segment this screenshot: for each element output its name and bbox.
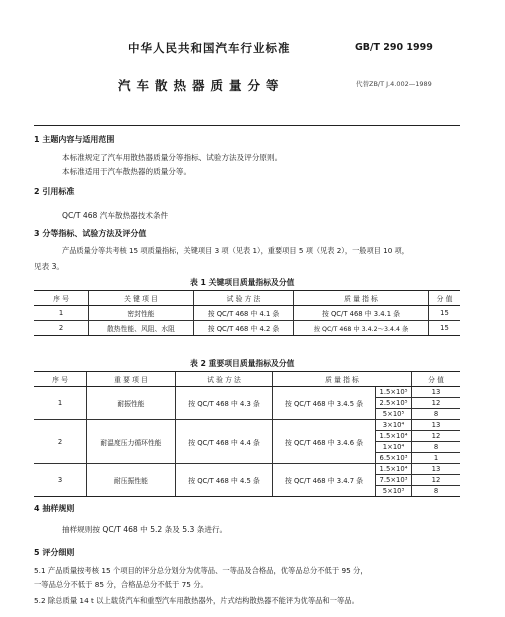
table-header-cell: 序 号 [34,291,89,306]
table-2 [34,371,460,497]
table-cell: 8 [412,486,461,497]
section-1-line-2: 本标准适用于汽车散热器的质量分等。 [62,167,192,176]
table-cell: 耐压振性能 [87,464,176,497]
table-cell: 1×10⁴ [376,442,412,453]
table-cell: 13 [412,464,461,475]
table-cell: 按 QC/T 468 中 4.5 条 [176,464,273,497]
section-5-line-3: 5.2 除总质量 14 t 以上载货汽车和重型汽车用散热器外，片式结构散热器不能评为优等品和一等品。 [34,596,359,605]
table-row [34,306,460,321]
table-row [34,464,460,475]
replaces-note: 代替ZB/T J.4.002—1989 [356,80,432,88]
table-cell: 密封性能 [89,306,194,321]
table-cell: 按 QC/T 468 中 4.1 条 [194,306,294,321]
table-cell: 3×10⁴ [376,420,412,431]
table-row [34,420,460,431]
table-cell: 2.5×10⁵ [376,398,412,409]
table-cell: 8 [412,442,461,453]
table-1-caption: 表 1 关键项目质量指标及分值 [190,278,295,287]
table-header-cell: 序 号 [34,372,87,387]
section-3-heading: 3 分等指标、试验方法及评分值 [34,229,147,238]
table-header-cell: 关 键 项 目 [89,291,194,306]
section-5-line-2: 一等品总分不低于 85 分，合格品总分不低于 75 分。 [34,580,208,589]
table-header-cell: 试 验 方 法 [176,372,273,387]
table-cell: 1.5×10⁵ [376,387,412,398]
table-cell: 1 [412,453,461,464]
table-cell: 2 [34,420,87,464]
section-2-line-1: QC/T 468 汽车散热器技术条件 [62,211,169,220]
table-cell: 耐振性能 [87,387,176,420]
section-4-heading: 4 抽样规则 [34,504,75,513]
table-cell: 按 QC/T 468 中 3.4.1 条 [294,306,429,321]
section-5-line-1: 5.1 产品质量按考核 15 个项目的评分总分划分为优等品、一等品及合格品，优等品总分不低于 95 分， [34,566,368,575]
table-header-cell: 质 量 指 标 [273,372,412,387]
section-5-heading: 5 评分细则 [34,548,75,557]
table-cell: 15 [429,306,461,321]
section-4-line-1: 抽样规则按 QC/T 468 中 5.2 条及 5.3 条进行。 [62,525,228,534]
section-1-line-1: 本标准规定了汽车用散热器质量分等指标、试验方法及评分原则。 [62,153,283,162]
table-cell: 15 [429,321,461,336]
table-header-cell: 分 值 [429,291,461,306]
table-cell: 13 [412,387,461,398]
section-3-line-2: 见表 3。 [34,262,65,271]
table-cell: 3 [34,464,87,497]
table-row [34,321,460,336]
table-cell: 耐温度压力循环性能 [87,420,176,464]
table-cell: 12 [412,431,461,442]
table-cell: 按 QC/T 468 中 4.3 条 [176,387,273,420]
table-2-caption: 表 2 重要项目质量指标及分值 [190,359,295,368]
table-cell: 按 QC/T 468 中 4.2 条 [194,321,294,336]
table-header-cell: 重 要 项 目 [87,372,176,387]
table-cell: 按 QC/T 468 中 4.4 条 [176,420,273,464]
table-cell: 按 QC/T 468 中 3.4.2～3.4.4 条 [294,321,429,336]
table-cell: 13 [412,420,461,431]
table-cell: 按 QC/T 468 中 3.4.5 条 [273,387,376,420]
table-row [34,387,460,398]
table-cell: 1 [34,306,89,321]
table-1 [34,290,460,336]
table-header-row [34,372,460,387]
table-header-cell: 试 验 方 法 [194,291,294,306]
header-divider [34,125,460,126]
table-cell: 12 [412,398,461,409]
section-1-heading: 1 主题内容与适用范围 [34,135,115,144]
table-header-cell: 分 值 [412,372,461,387]
table-cell: 1.5×10⁴ [376,464,412,475]
table-cell: 散热性能、风阻、水阻 [89,321,194,336]
document-title: 汽车散热器质量分等 [118,78,285,93]
table-cell: 1 [34,387,87,420]
table-cell: 5×10⁵ [376,409,412,420]
table-cell: 1.5×10⁴ [376,431,412,442]
table-cell: 2 [34,321,89,336]
section-2-heading: 2 引用标准 [34,187,75,196]
table-cell: 按 QC/T 468 中 3.4.7 条 [273,464,376,497]
table-cell: 8 [412,409,461,420]
table-cell: 6.5×10³ [376,453,412,464]
section-3-line-1: 产品质量分等共考核 15 项质量指标，关键项目 3 项（见表 1），重要项目 5 项（见表 2），一般项目 10 项， [62,246,409,255]
table-cell: 12 [412,475,461,486]
standard-category-title: 中华人民共和国汽车行业标准 [128,41,291,55]
table-header-row [34,291,460,306]
table-header-cell: 质 量 指 标 [294,291,429,306]
table-cell: 7.5×10³ [376,475,412,486]
standard-code: GB/T 290 1999 [355,42,433,53]
table-cell: 按 QC/T 468 中 3.4.6 条 [273,420,376,464]
table-cell: 5×10³ [376,486,412,497]
